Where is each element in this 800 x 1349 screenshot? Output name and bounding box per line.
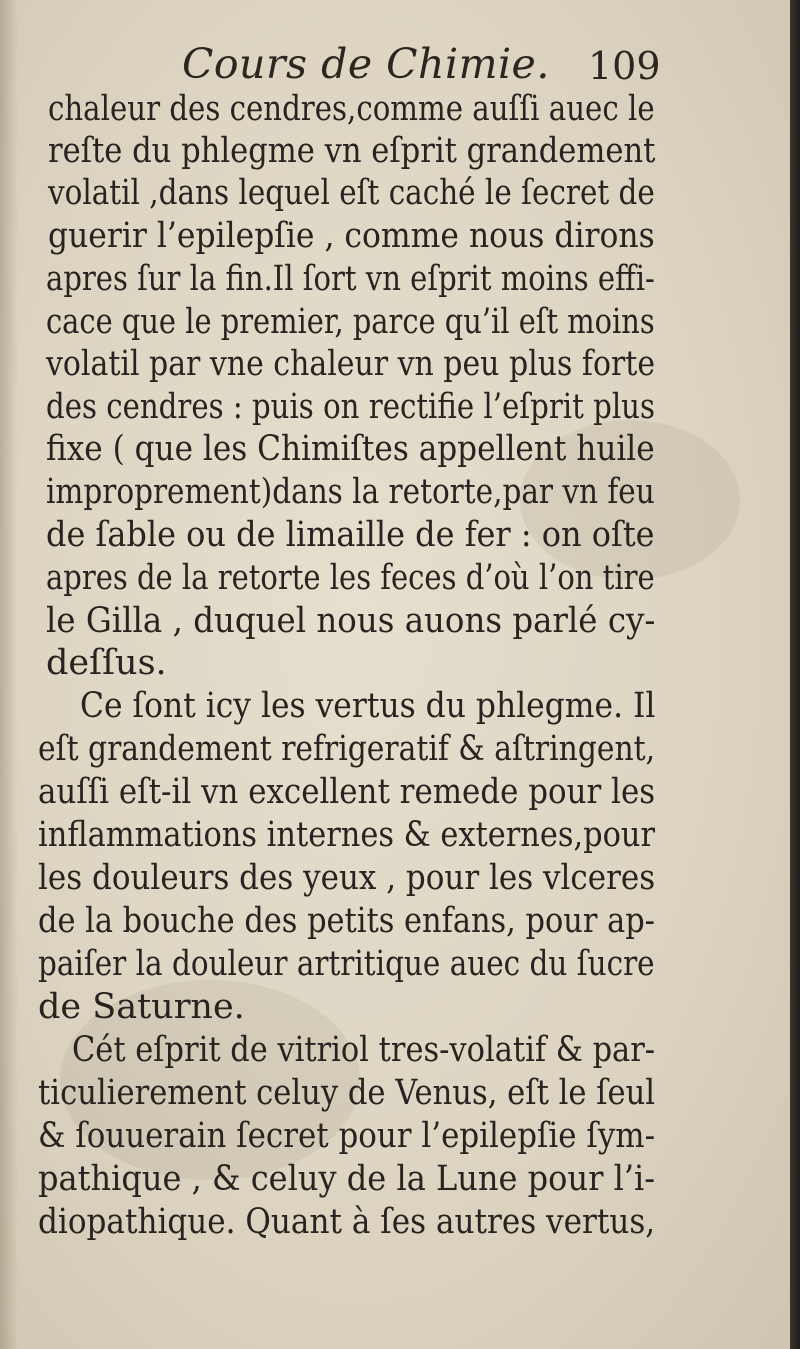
text-line: deſſus.: [46, 643, 167, 683]
text-line: diopathique. Quant à ſes autres vertus,: [38, 1202, 656, 1242]
text-line: paiſer la douleur artritique auec du ſucre: [38, 944, 655, 984]
text-line: cace que le premier, parce qu’il eſt moins: [46, 302, 655, 342]
text-line: guerir l’epilepſie , comme nous dirons: [48, 216, 655, 256]
text-line: apres ſur la fin.Il ſort vn eſprit moins effi-: [46, 259, 655, 299]
text-line: auſſi eſt-il vn excellent remede pour les: [38, 772, 656, 812]
text-line: improprement)dans la retorte,par vn feu: [46, 472, 655, 512]
text-line: les douleurs des yeux , pour les vlceres: [38, 858, 656, 898]
text-line: de la bouche des petits enfans, pour ap-: [38, 901, 655, 941]
text-line: reſte du phlegme vn eſprit grandement: [48, 131, 656, 171]
text-line: apres de la retorte les feces d’où l’on tire: [46, 558, 655, 598]
text-line: volatil ,dans lequel eſt caché le ſecret de: [48, 173, 655, 213]
running-title: Cours de Chimie.: [182, 40, 550, 88]
page-number: 109: [588, 44, 661, 88]
text-line: eſt grandement refrigeratif & aſtringent,: [38, 729, 656, 769]
text-line: inflammations internes & externes,pour: [38, 815, 656, 855]
text-line: ticulierement celuy de Venus, eſt le ſeul: [38, 1073, 656, 1113]
text-line: de ſable ou de limaille de fer : on oſte: [46, 515, 655, 555]
text-line: volatil par vne chaleur vn peu plus forte: [46, 344, 656, 384]
text-line: pathique , & celuy de la Lune pour l’i-: [38, 1159, 656, 1199]
text-line: de Saturne.: [38, 987, 245, 1027]
text-line: fixe ( que les Chimiſtes appellent huile: [46, 429, 655, 469]
text-line: le Gilla , duquel nous auons parlé cy-: [46, 601, 656, 641]
text-line: Ce ſont icy les vertus du phlegme. Il: [80, 686, 656, 726]
text-line: des cendres : puis on rectifie l’eſprit plus: [46, 387, 655, 427]
page-edge: [790, 0, 800, 1349]
text-line: Cét eſprit de vitriol tres-volatif & par-: [72, 1030, 656, 1070]
text-line: & ſouuerain ſecret pour l’epilepſie ſym-: [38, 1116, 656, 1156]
text-line: chaleur des cendres,comme auſſi auec le: [48, 89, 655, 129]
